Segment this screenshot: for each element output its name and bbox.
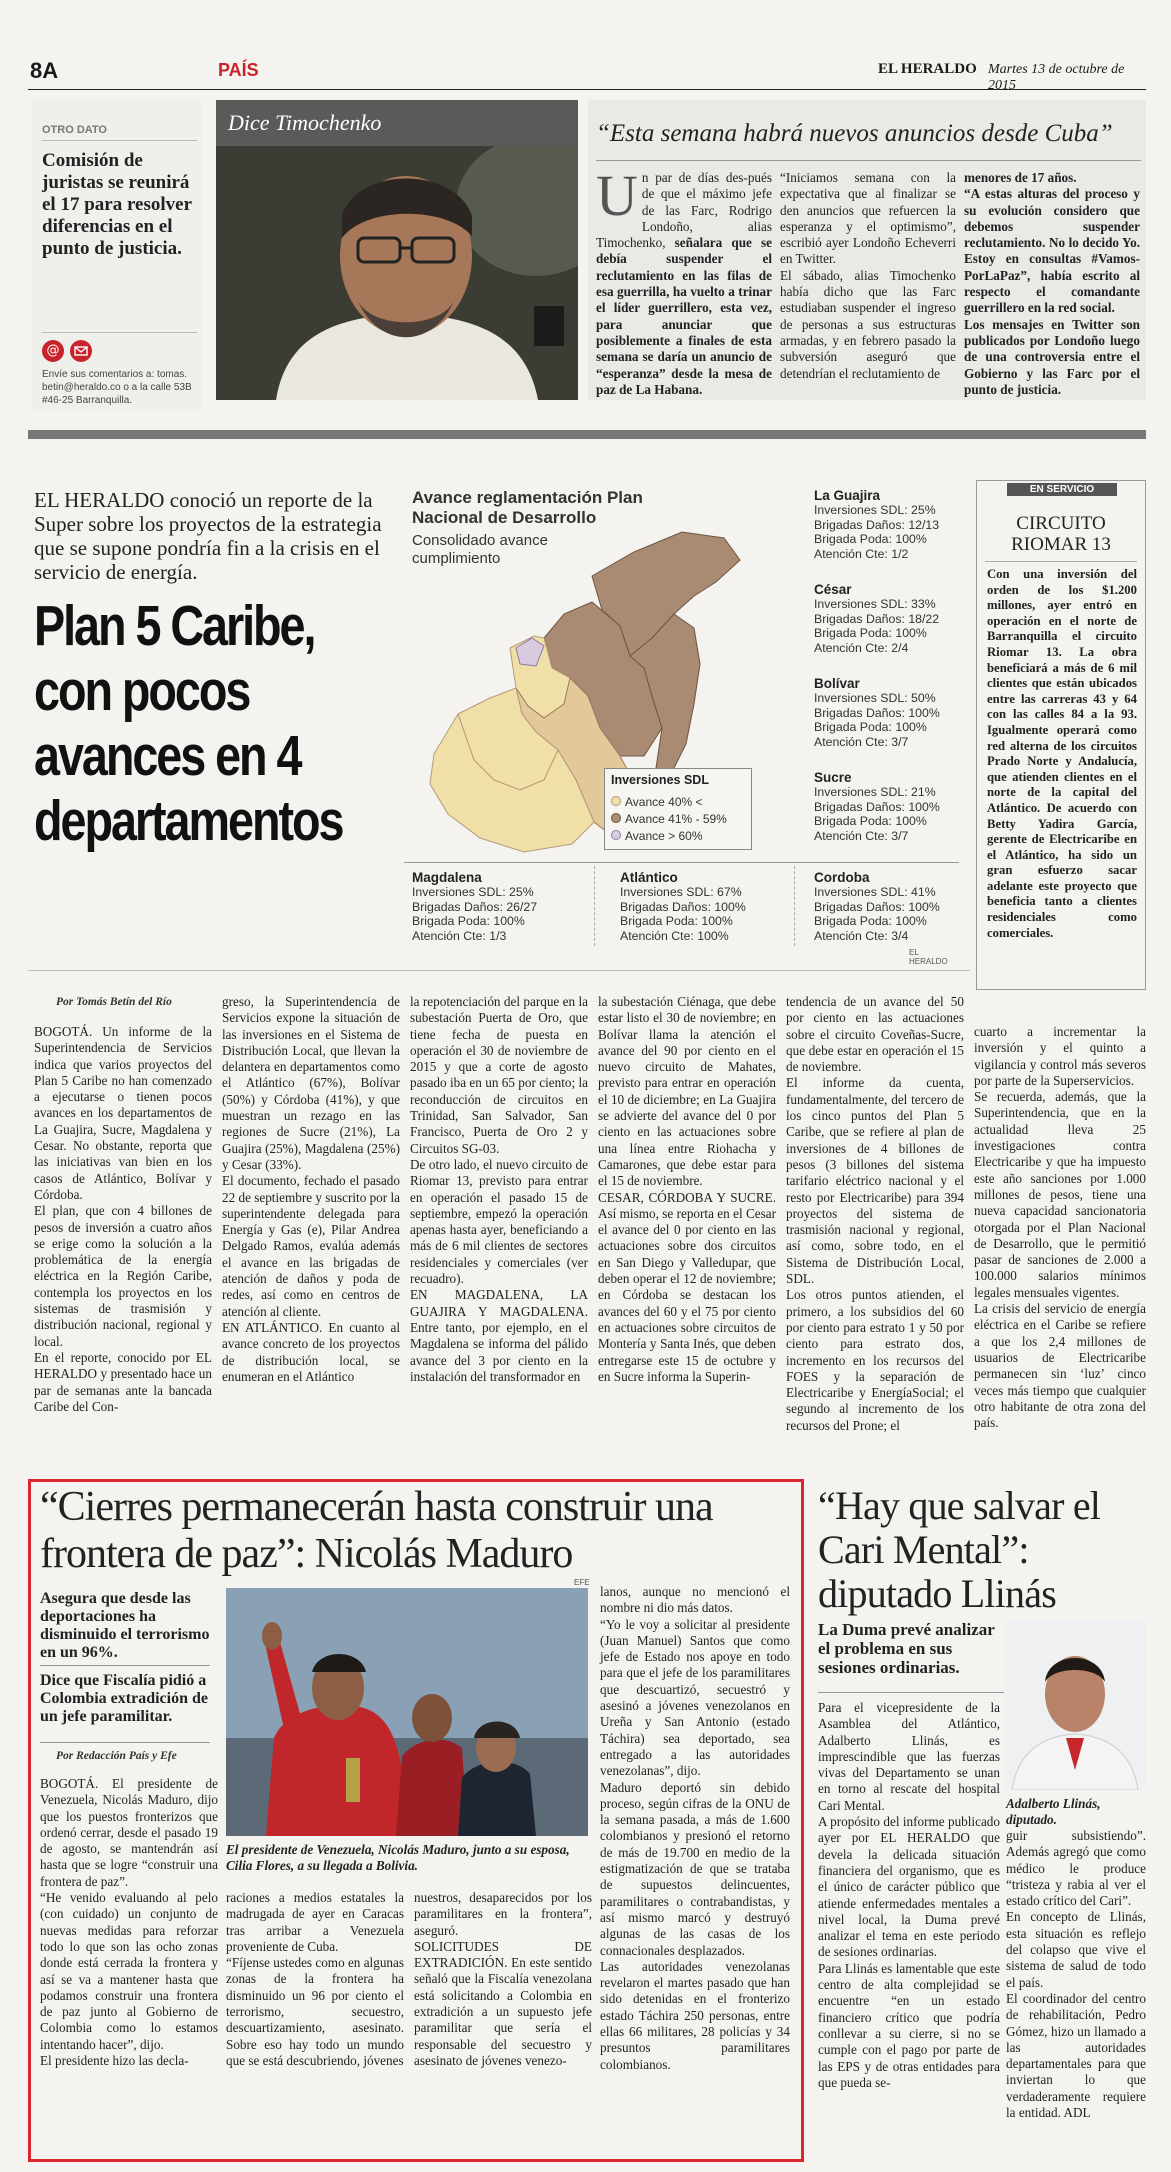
legend-label: Avance > 60% bbox=[625, 829, 703, 843]
timochenko-col-1 bbox=[596, 163, 772, 398]
plan5-kicker: EL HERALDO conoció un reporte de la Super sobre los proyectos de la estrategia que se supone pondría fin a la crisis en el servicio de energía. bbox=[34, 488, 382, 584]
dept-stat: Atención Cte: 1/3 bbox=[412, 928, 507, 943]
en-servicio-text: Con una inversión del orden de los $1.200 millones, ayer entró en operación en el norte de Barranquilla el circuito Riomar 13. La obra beneficiará a más de 6 mil clientes que están ubicados entre las carreras 43 y 64 con las calles 84 a la 93. Igualmente operará como red alterna de los circuitos Prado Norte y Andalucía, que atienden clientes en el norte de la capital del Atlántico. De acuerdo con Betty Yadira García, gerente de Electricaribe en el Atlántico, ha sido un gran esfuerzo sacar adelante este proyecto que beneficia tanto a clientes residenciales como comerciales. bbox=[987, 567, 1137, 940]
dept-stat: Brigadas Daños: 100% bbox=[814, 799, 940, 814]
en-servicio-box bbox=[976, 480, 1146, 990]
timochenko-photo-block bbox=[216, 100, 578, 400]
photo-label: Dice Timochenko bbox=[228, 110, 382, 135]
maduro-col-2: raciones a medios estatales la madrugada de ayer en Caracas tras arribar a Venezuela proveniente de Cuba. “Fíjense ustedes como en algunas zonas de la frontera ha disminuido un 96 por ciento el terrorismo, secuestro, descuartizamiento, asesinato. Sobre eso hay todo un mundo que se está descubriendo, jóvenes bbox=[226, 1890, 404, 2068]
dept-stat: Brigada Poda: 100% bbox=[620, 914, 733, 929]
timochenko-col-2: “Iniciamos semana con la expectativa que al finalizar se den anuncios que refuercen la esperanza y el optimismo”, escribió ayer Londoño Echeverri en Twitter. El sábado, alias Timochenko había dicho que las Farc estudiaban suspender el ingreso de personas a sus estructuras armadas, y en febrero pasado la subversión aseguró que detendrían el reclutamiento de bbox=[780, 170, 956, 381]
dept-stat: Brigada Poda: 100% bbox=[814, 720, 927, 735]
en-servicio-title: CIRCUITO RIOMAR 13 bbox=[1011, 513, 1111, 555]
plan5-col-6: cuarto a incrementar la inversión y el quinto a vigilancia y control más severos por parte de la Superservicios. Se recuerda, además, que la Superintendencia, que en la actualidad lleva 25 investigaciones contra Electricaribe y que ha impuesto este año sanciones por 1.000 millones de pesos, tiene una nueva capacidad sancionatoria otorgada por el Plan Nacional de Desarrollo, que le permitió pasar de sanciones de 2.000 a 100.000 salarios mínimos legales mensuales vigentes. La crisis del servicio de energía eléctrica en el Caribe se refiere a que los 2,4 millones de usuarios de Electricaribe permanecen sin ‘luz’ cinco veces más tiempo que cualquier otro habitante de otra zona del país. bbox=[974, 1024, 1146, 1431]
maduro-subhead-2: Dice que Fiscalía pidió a Colombia extradición de un jefe paramilitar. bbox=[40, 1672, 208, 1725]
dept-stat: Brigada Poda: 100% bbox=[814, 626, 927, 641]
page-number: 8A bbox=[30, 58, 59, 83]
dept-stat: Atención Cte: 3/4 bbox=[814, 928, 909, 943]
dept-stat: Brigada Poda: 100% bbox=[814, 814, 927, 829]
dept-atlantico bbox=[620, 870, 780, 943]
dept-stat: Inversiones SDL: 25% bbox=[412, 885, 534, 899]
dept-stat: Brigadas Daños: 26/27 bbox=[412, 899, 538, 914]
dept-cordoba bbox=[814, 870, 954, 943]
llinas-col-2: guir subsistiendo”. Además agregó que como médico le produce “tristeza y rabia al ver el estado crítico del Cari”. En concepto de Llinás, esta situación es reflejo del colapso que vive el sistema de salud de todo el país. El coordinador del centro de rehabilitación, Pedro Gómez, hizo un llamado a las autoridades departamentales para que inviertan lo que verdaderamente requiere la entidad. ADL bbox=[1006, 1828, 1146, 2121]
dept-stat: Inversiones SDL: 25% bbox=[814, 503, 936, 517]
email-at-icon: @ bbox=[42, 340, 64, 362]
dept-stat: Inversiones SDL: 67% bbox=[620, 885, 742, 899]
dept-stat: Brigada Poda: 100% bbox=[814, 532, 927, 547]
section-separator bbox=[28, 430, 1146, 439]
map-infographic bbox=[404, 478, 959, 966]
legend-swatch bbox=[611, 813, 621, 823]
plan5-byline: Por Tomás Betín del Río bbox=[56, 996, 172, 1008]
dept-name: Bolívar bbox=[814, 676, 860, 691]
map-legend bbox=[604, 768, 752, 850]
masthead-name: EL HERALDO bbox=[878, 61, 977, 77]
dept-stat: Atención Cte: 3/7 bbox=[814, 734, 909, 749]
timochenko-lead-bold: señalara que se debía suspender el reclutamiento en las filas de esa guerrilla, ha vuelto a trinar el líder guerrillero, esta vez, para anunciar que posiblemente a finales de esta semana se daría un anuncio de “esperanza” desde la mesa de paz de La Habana. bbox=[596, 235, 772, 397]
divider bbox=[404, 862, 959, 863]
timochenko-article bbox=[588, 100, 1146, 400]
llinas-photo-caption: Adalberto Llinás, diputado. bbox=[1006, 1796, 1101, 1827]
plan5-col-4: la subestación Ciénaga, que debe estar listo el 30 de noviembre; en Bolívar llama la atención el avance del 90 por ciento en el nuevo circuito de Mahates, previsto para entrar en operación el 10 de diciembre; en La Guajira se advierte del avance del 0 por ciento en las actuaciones sobre una línea entre Riohacha y Camarones, que debe estar para el 15 de noviembre. CESAR, CÓRDOBA Y SUCRE. Así mismo, se reporta en el Cesar el avance del 0 por ciento en las actuaciones sobre dos circuitos en San Diego y Valledupar, que deben operar el 12 de noviembre; en Córdoba se destacan los avances del 60 y el 75 por ciento en actuaciones sobre circuitos de Montería y Santa Inés, que deben entregarse este 15 de octubre y en Sucre informa la Superin- bbox=[598, 994, 776, 1384]
llinas-photo bbox=[1004, 1620, 1146, 1790]
dept-bolivar bbox=[814, 676, 954, 749]
divider bbox=[40, 1665, 210, 1666]
photo-label-bar bbox=[216, 100, 578, 146]
dept-name: César bbox=[814, 582, 852, 597]
dept-stat: Brigadas Daños: 18/22 bbox=[814, 611, 940, 626]
map-credit: EL HERALDO bbox=[909, 948, 948, 966]
dept-name: Sucre bbox=[814, 770, 852, 785]
dept-stat: Brigadas Daños: 100% bbox=[814, 899, 940, 914]
dept-name: Atlántico bbox=[620, 870, 678, 885]
divider bbox=[40, 1742, 210, 1743]
divider bbox=[985, 561, 1137, 562]
dept-stat: Inversiones SDL: 41% bbox=[814, 885, 936, 899]
plan5-headline: Plan 5 Caribe, con pocos avances en 4 departamentos bbox=[34, 594, 343, 853]
dept-stat: Atención Cte: 1/2 bbox=[814, 546, 909, 561]
masthead-date: Martes 13 de octubre de 2015 bbox=[988, 62, 1125, 93]
otro-dato-text: Comisión de juristas se reunirá el 17 para resolver diferencias en el punto de justicia. bbox=[42, 150, 192, 259]
legend-swatch bbox=[611, 830, 621, 840]
divider bbox=[794, 866, 795, 946]
otro-dato-label: OTRO DATO bbox=[42, 124, 197, 141]
otro-dato-box bbox=[32, 100, 202, 410]
dept-name: Cordoba bbox=[814, 870, 870, 885]
plan5-col-1: BOGOTÁ. Un informe de la Superintendencia de Servicios indica que varios proyectos del Plan 5 Caribe no han comenzado a ejecutarse o tienen pocos avances en los departamentos de La Guajira, Sucre, Magdalena y Cesar. No obstante, reporta que las iniciativas van bien en los casos de Atlántico, Bolívar y Córdoba. El plan, que con 4 billones de pesos de inversión a cuatro años se erige como la solución a la problemática de la energía eléctrica en la Región Caribe, contempla los proyectos en los sistemas de trasmisión y distribución nacional, regional y local. En el reporte, conocido por EL HERALDO y presentado hace un par de semanas ante la bancada Caribe del Con- bbox=[34, 1024, 212, 1414]
dept-stat: Inversiones SDL: 33% bbox=[814, 597, 936, 611]
dept-sucre bbox=[814, 770, 954, 843]
photo-credit: EFE bbox=[574, 1578, 590, 1587]
maduro-col-4: lanos, aunque no mencionó el nombre ni dio más datos. “Yo le voy a solicitar al presidente (Juan Manuel) Santos que como jefe de Estado nos apoye en todo para que el jefe de los paramilitares que descuartizó, secuestró y asesinó a jóvenes venezolanos en Ureña y San Antonio (estado Táchira) sea deportado, sea entregado a las autoridades venezolanas”, dijo. Maduro deportó sin debido proceso, según cifras de la ONU de la semana pasada, a más de 1.600 colombianos y presionó el retorno de más de 19.700 en medio de la estigmatización de que se trataba de supuestos delincuentes, paramilitares o contrabandistas, y así mismo marcó y destruyó algunas de las casas de los connacionales desplazados. Las autoridades venezolanas revelaron el martes pasado que han sido detenidas en el fronterizo estado Táchira 250 personas, entre ellas 66 militares, 28 policías y 34 presuntos paramilitares colombianos. bbox=[600, 1584, 790, 2072]
dept-name: Magdalena bbox=[412, 870, 482, 885]
legend-label: Avance 41% - 59% bbox=[625, 812, 727, 826]
llinas-subhead: La Duma prevé analizar el problema en sus sesiones ordinarias. bbox=[818, 1620, 995, 1677]
llinas-col-1: Para el vicepresidente de la Asamblea del Atlántico, Adalberto Llinás, es imprescindible que las fuerzas vivas del Departamento se unan en torno al rescate del hospital Cari Mental. A propósito del informe publicado ayer por EL HERALDO que devela la delicada situación financiera del organismo, que es el único de carácter público que atiende enfermedades mentales a nivel local, la Duma prevé analizar el tema en este periodo de sesiones ordinarias. Para Llinás es lamentable que este centro de alta complejidad se encuentre “en un estado financiero crítico que podría conllevar a su cierre, si no se cumple con el pago por parte de las EPS y de otras entidades para que pueda se- bbox=[818, 1700, 1000, 2090]
plan5-col-5: tendencia de un avance del 50 por ciento en las actuaciones sobre el circuito Coveñas-Sucre, que debe estar en operación el 15 de noviembre. El informe da cuenta, fundamentalmente, del tercero de los cinco puntos del Plan 5 Caribe, que se refiere al plan de inversiones de 4 billones de pesos (3 billones del sistema tarifario eléctrico nacional y el resto por Electricaribe) para 394 proyectos del sistema de trasmisión nacional y regional, así como, sobre todo, en el Sistema de Distribución Local, SDL. Los otros puntos atienden, el primero, a los subsidios del 60 por ciento para estrato 1 y 50 por ciento para estrato dos, incremento en los recursos del FOES y la separación de Electricaribe y EnergíaSocial; el segundo al incremento de los recursos del Prone; el bbox=[786, 994, 964, 1433]
dept-stat: Inversiones SDL: 21% bbox=[814, 785, 936, 799]
timochenko-headline: “Esta semana habrá nuevos anuncios desde Cuba” bbox=[596, 120, 1113, 147]
divider bbox=[596, 160, 1141, 161]
plan5-col-3: la repotenciación del parque en la subestación Puerta de Oro, que tiene fecha de puesta en operación el 30 de noviembre de 2015 y que a corte de agosto pasado iba en un 65 por ciento; la reconducción de circuitos en Trinidad, San Salvador, San Francisco, Puerta de Oro 2 y Circuitos SG-03. De otro lado, el nuevo circuito de Riomar 13, previsto para entrar en operación el pasado 15 de septiembre, empezó la operación apenas hasta ayer, beneficiando a más de 6 mil clientes de sectores residenciales y comerciales (ver recuadro). EN MAGDALENA, LA GUAJIRA Y MAGDALENA. Entre tanto, por ejemplo, en el Magdalena se informa del pálido avance del 3 por ciento en la instalación del transformador en bbox=[410, 994, 588, 1384]
maduro-byline: Por Redacción País y Efe bbox=[56, 1750, 177, 1762]
map-subtitle: Consolidado avance cumplimiento bbox=[412, 532, 548, 567]
dept-stat: Atención Cte: 2/4 bbox=[814, 640, 909, 655]
legend-item bbox=[611, 827, 703, 845]
legend-item bbox=[611, 793, 703, 811]
drop-cap: U bbox=[596, 163, 638, 228]
divider bbox=[818, 1692, 1008, 1693]
map-title: Avance reglamentación Plan Nacional de Desarrollo bbox=[412, 488, 643, 527]
contact-text: Envíe sus comentarios a: tomas. betin@heraldo.co o a la calle 53B #46-25 Barranquilla. bbox=[42, 369, 192, 406]
legend-title: Inversiones SDL bbox=[611, 773, 709, 787]
dept-stat: Brigadas Daños: 100% bbox=[620, 899, 746, 914]
dept-stat: Brigadas Daños: 100% bbox=[814, 705, 940, 720]
page-header bbox=[28, 52, 1146, 93]
legend-item bbox=[611, 810, 727, 828]
dept-stat: Atención Cte: 100% bbox=[620, 928, 729, 943]
plan5-col-2: greso, la Superintendencia de Servicios expone la situación de las inversiones en el Sistema de Distribución Local, que llevan la delantera en departamentos como el Atlántico (67%), Bolívar (50%) y Córdoba (41%), y que muestran un rezago en las regiones de Sucre (21%), La Guajira (25%), Magdalena (25%) y Cesar (33%). El documento, fechado el pasado 22 de septiembre y suscrito por la superintendente delegada para Energía y Gas (e), Pilar Andrea Delgado Ramos, evalúa además el avance en las brigadas de atención de daños y poda de redes, así como en centros de atención al cliente. EN ATLÁNTICO. En cuanto al avance concreto de los proyectos de distribución local, se enumeran en el Atlántico bbox=[222, 994, 400, 1384]
maduro-subhead-1: Asegura que desde las deportaciones ha disminuido el terrorismo en un 96%. bbox=[40, 1590, 210, 1661]
dept-name: La Guajira bbox=[814, 488, 881, 503]
timochenko-col-3: menores de 17 años. “A estas alturas del proceso y su evolución considero que debemos suspender reclutamiento. No lo decido Yo. Estoy en consultas #Vamos-PorLaPaz”, había escrito al respecto el comandante guerrillero en la red social. Los mensajes en Twitter son publicados por Londoño luego de una controversia entre el Gobierno y las Farc por el punto de justicia. bbox=[964, 170, 1140, 397]
en-servicio-label: EN SERVICIO bbox=[1007, 483, 1117, 496]
dept-stat: Atención Cte: 3/7 bbox=[814, 828, 909, 843]
dept-magdalena bbox=[412, 870, 572, 943]
maduro-col-1: BOGOTÁ. El presidente de Venezuela, Nicolás Maduro, dijo que los puestos fronterizos que ordenó cerrar, desde el pasado 19 de agosto, se mantendrán así hasta que se logre “construir una frontera de paz”. “He venido evaluando al pelo (con cuidado) un conjunto de nuevas medidas para reforzar todo lo que son las ocho zonas donde está cerrada la frontera y así se va a mantener hasta que podamos construir una frontera de paz junto al Gobierno de Colombia como lo estamos intentando hacer”, dijo. El presidente hizo las decla- bbox=[40, 1776, 218, 2069]
maduro-photo bbox=[226, 1588, 588, 1836]
divider bbox=[42, 332, 197, 333]
divider bbox=[594, 866, 595, 946]
dept-la-guajira bbox=[814, 488, 954, 561]
legend-label: Avance 40% < bbox=[625, 795, 703, 809]
maduro-headline: “Cierres permanecerán hasta construir una frontera de paz”: Nicolás Maduro bbox=[40, 1484, 713, 1577]
timochenko-lead: n par de días des-pués de que el máximo jefe de las Farc, Rodrigo Londoño, alias Timochenko, bbox=[596, 170, 772, 251]
dept-stat: Inversiones SDL: 50% bbox=[814, 691, 936, 705]
divider bbox=[28, 970, 970, 971]
maduro-col-3: nuestros, desaparecidos por los paramilitares en la frontera”, aseguró. SOLICITUDES DE EXTRADICIÓN. En este sentido señaló que la Fiscalía venezolana está solicitando a Colombia en extradición a un supuesto jefe paramilitar que sería el responsable del secuestro y asesinato de jóvenes venezo- bbox=[414, 1890, 592, 2068]
dept-stat: Brigada Poda: 100% bbox=[412, 914, 525, 929]
llinas-headline: “Hay que salvar el Cari Mental”: diputado Llinás bbox=[818, 1483, 1101, 1616]
section-label: PAÍS bbox=[218, 60, 259, 80]
legend-swatch bbox=[611, 796, 621, 806]
dept-stat: Brigadas Daños: 12/13 bbox=[814, 517, 940, 532]
dept-cesar bbox=[814, 582, 954, 655]
timochenko-photo bbox=[216, 146, 578, 400]
envelope-icon bbox=[70, 340, 92, 362]
dept-stat: Brigada Poda: 100% bbox=[814, 914, 927, 929]
maduro-photo-caption: El presidente de Venezuela, Nicolás Maduro, junto a su esposa, Cilia Flores, a su llegada a Bolivia. bbox=[226, 1842, 570, 1873]
